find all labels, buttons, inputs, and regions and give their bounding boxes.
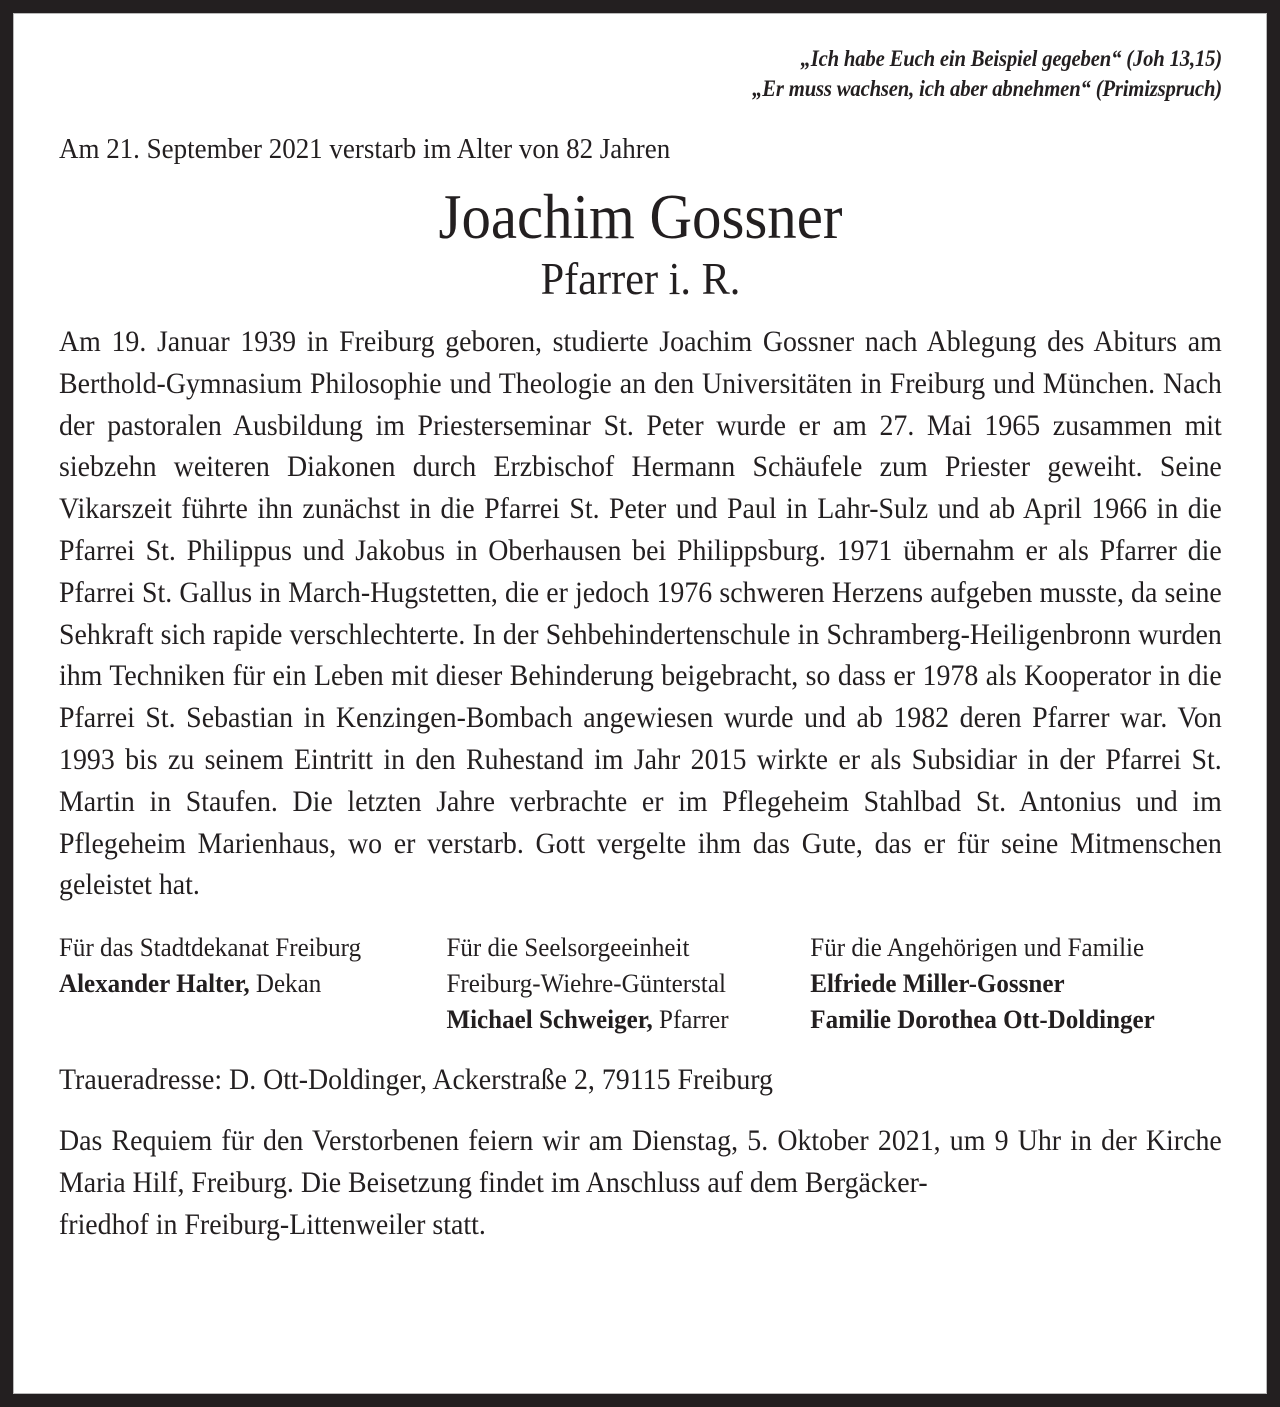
epigraph bbox=[175, 44, 1222, 104]
signature-title: Dekan bbox=[249, 968, 322, 999]
signature-heading: Für die Angehörigen und Familie bbox=[810, 932, 1145, 963]
signature-entry bbox=[810, 965, 1155, 1001]
signature-heading: Für die Seelsorgeeinheit bbox=[446, 932, 690, 963]
signature-column-stadtdekanat bbox=[59, 929, 446, 1037]
biography-paragraph: Am 19. Januar 1939 in Freiburg geboren, studierte Joachim Gossner nach Ablegung des Abiturs am Berthold-Gymnasium Philosophie und Theologie an den Universitäten in Freiburg und München. Nach der pastoralen Ausbildung im Priesterseminar St. Peter wurde er am 27. Mai 1965 zusammen mit siebzehn weiteren Diakonen durch Erzbischof Hermann Schäufele zum Priester geweiht. Seine Vikarszeit führte ihn zunächst in die Pfarrei St. Peter und Paul in Lahr-Sulz und ab April 1966 in die Pfarrei St. Philippus und Jakobus in Oberhausen bei Philippsburg. 1971 übernahm er als Pfarrer die Pfarrei St. Gallus in March-Hugstetten, die er jedoch 1976 schweren Herzens aufgeben musste, da seine Sehkraft sich rapide verschlechterte. In der Sehbehindertenschule in Schramberg-Heiligenbronn wurden ihm Techniken für ein Leben mit dieser Behinderung beigebracht, so dass er 1978 als Kooperator in die Pfarrei St. Sebastian in Kenzingen-Bombach angewiesen wurde und ab 1982 deren Pfarrer war. Von 1993 bis zu seinem Eintritt in den Ruhestand im Jahr 2015 wirkte er als Subsidiar in der Pfarrei St. Martin in Staufen. Die letzten Jahre verbrachte er im Pflegeheim Stahlbad St. Antonius und im Pflegeheim Marienhaus, wo er verstarb. Gott vergelte ihm das Gute, das er für seine Mitmenschen geleistet hat. bbox=[59, 326, 1222, 902]
mourning-address: Traueradresse: D. Ott-Doldinger, Ackerstraße 2, 79115 Freiburg bbox=[59, 1064, 774, 1097]
signature-subheading: Freiburg-Wiehre-Günterstal bbox=[446, 968, 726, 999]
requiem-notice bbox=[59, 1121, 1222, 1246]
epigraph-line-1: „Ich habe Euch ein Beispiel gegeben“ (Joh 13,15) bbox=[800, 46, 1222, 71]
signature-column-familie bbox=[810, 929, 1155, 1037]
signature-column-seelsorgeeinheit bbox=[446, 929, 810, 1037]
epigraph-line-2: „Er muss wachsen, ich aber abnehmen“ (Primizspruch) bbox=[752, 76, 1222, 101]
signature-name: Michael Schweiger, bbox=[446, 1004, 653, 1035]
signature-name: Elfriede Miller-Gossner bbox=[810, 968, 1065, 999]
signature-entry bbox=[810, 1001, 1155, 1037]
requiem-text: Das Requiem für den Verstorbenen feiern wir am Dienstag, 5. Oktober 2021, um 9 Uhr in der Kirche Maria Hilf, Freiburg. Die Beisetzung findet im Anschluss auf dem Bergäcker- bbox=[59, 1125, 1222, 1199]
requiem-last-line: friedhof in Freiburg-Littenweiler statt. bbox=[59, 1208, 486, 1241]
obituary-card bbox=[13, 13, 1267, 1394]
deceased-name: Joachim Gossner bbox=[438, 181, 843, 252]
signature-entry bbox=[59, 965, 446, 1001]
signature-name: Familie Dorothea Ott-Doldinger bbox=[810, 1004, 1155, 1035]
signature-title: Pfarrer bbox=[652, 1004, 729, 1035]
signature-entry bbox=[446, 1001, 810, 1037]
signature-heading: Für das Stadtdekanat Freiburg bbox=[59, 932, 362, 963]
signature-name: Alexander Halter, bbox=[59, 968, 250, 999]
signature-block bbox=[59, 929, 1222, 1037]
death-announcement-line: Am 21. September 2021 verstarb im Alter von 82 Jahren bbox=[59, 133, 671, 165]
deceased-role: Pfarrer i. R. bbox=[540, 253, 741, 304]
